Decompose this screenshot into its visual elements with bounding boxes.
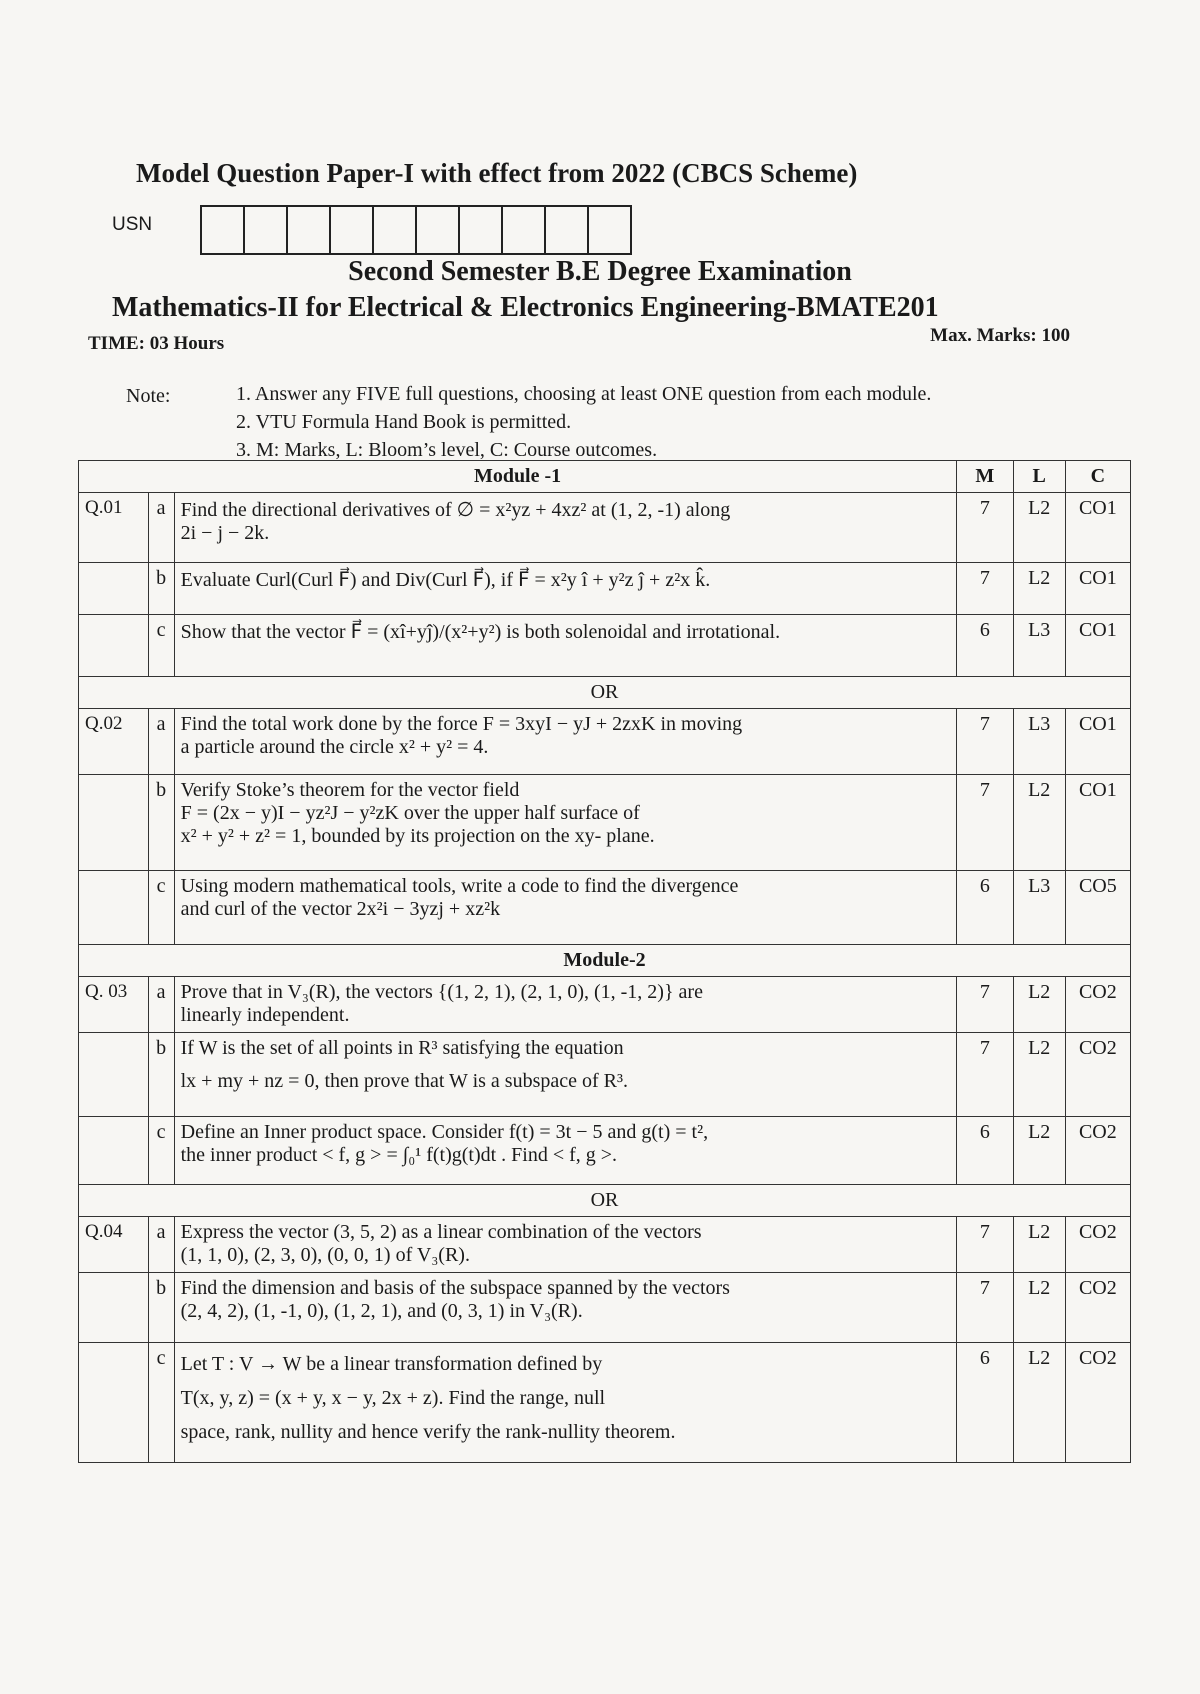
marks-cell: 6 [957, 871, 1014, 945]
level-cell: L3 [1013, 615, 1065, 677]
marks-cell: 7 [957, 1273, 1014, 1343]
outcome-cell: CO5 [1065, 871, 1130, 945]
level-cell: L2 [1013, 563, 1065, 615]
question-text: Express the vector (3, 5, 2) as a linear combination of the vectors (1, 1, 0), (2, 3, 0), (0, 0, 1) of V₃(R). [174, 1217, 956, 1273]
col-marks-header: M [957, 461, 1014, 493]
question-text: Define an Inner product space. Consider f(t) = 3t − 5 and g(t) = t², the inner product < f, g > = ∫₀¹ f(t)g(t)dt . Find < f, g >. [174, 1117, 956, 1185]
usn-boxes [200, 205, 632, 255]
marks-cell: 7 [957, 775, 1014, 871]
col-outcome-header: C [1065, 461, 1130, 493]
level-cell: L2 [1013, 977, 1065, 1033]
sub-question-label: a [148, 493, 174, 563]
question-text: If W is the set of all points in R³ satisfying the equation lx + my + nz = 0, then prove that W is a subspace of R³. [174, 1033, 956, 1117]
outcome-cell: CO2 [1065, 1273, 1130, 1343]
question-number: Q.04 [79, 1217, 149, 1273]
note-label: Note: [126, 385, 171, 407]
sub-question-label: a [148, 977, 174, 1033]
table-row [79, 493, 1131, 563]
level-cell: L3 [1013, 709, 1065, 775]
sub-question-label: b [148, 1273, 174, 1343]
sub-question-label: c [148, 1343, 174, 1463]
question-text: Verify Stoke’s theorem for the vector field F = (2x − y)I − yz²J − y²zK over the upper half surface of x² + y² + z² = 1, bounded by its projection on the xy- plane. [174, 775, 956, 871]
level-cell: L3 [1013, 871, 1065, 945]
question-text: Show that the vector F⃗ = (xî+yĵ)/(x²+y²) is both solenoidal and irrotational. [174, 615, 956, 677]
outcome-cell: CO2 [1065, 1117, 1130, 1185]
or-label: OR [79, 677, 1131, 709]
outcome-cell: CO2 [1065, 1343, 1130, 1463]
question-table [78, 460, 1131, 1463]
question-number: Q. 03 [79, 977, 149, 1033]
marks-cell: 7 [957, 1217, 1014, 1273]
question-number: Q.02 [79, 709, 149, 775]
outcome-cell: CO1 [1065, 493, 1130, 563]
question-text: Let T : V → W be a linear transformation defined by T(x, y, z) = (x + y, x − y, 2x + z). Find the range, null space, rank, nullity and hence verify the rank-nullity theorem. [174, 1343, 956, 1463]
marks-cell: 7 [957, 493, 1014, 563]
table-row [79, 615, 1131, 677]
exam-title: Second Semester B.E Degree Examination [348, 256, 852, 287]
level-cell: L2 [1013, 1273, 1065, 1343]
outcome-cell: CO1 [1065, 775, 1130, 871]
level-cell: L2 [1013, 493, 1065, 563]
outcome-cell: CO2 [1065, 977, 1130, 1033]
level-cell: L2 [1013, 1217, 1065, 1273]
question-text: Find the dimension and basis of the subspace spanned by the vectors (2, 4, 2), (1, -1, 0), (1, 2, 1), and (0, 3, 1) in V₃(R). [174, 1273, 956, 1343]
usn-label: USN [112, 214, 153, 235]
marks-cell: 7 [957, 709, 1014, 775]
table-row [79, 1117, 1131, 1185]
question-text: Find the total work done by the force F = 3xyI − yJ + 2zxK in moving a particle around the circle x² + y² = 4. [174, 709, 956, 775]
subject-title: Mathematics-II for Electrical & Electronics Engineering-BMATE201 [112, 292, 939, 323]
module-1-title: Module -1 [79, 461, 957, 493]
or-row [79, 677, 1131, 709]
table-row [79, 1033, 1131, 1117]
table-row [79, 1273, 1131, 1343]
sub-question-label: c [148, 615, 174, 677]
sub-question-label: a [148, 709, 174, 775]
col-level-header: L [1013, 461, 1065, 493]
outcome-cell: CO2 [1065, 1217, 1130, 1273]
marks-cell: 7 [957, 563, 1014, 615]
level-cell: L2 [1013, 1117, 1065, 1185]
sub-question-label: c [148, 1117, 174, 1185]
marks-cell: 6 [957, 615, 1014, 677]
sub-question-label: c [148, 871, 174, 945]
table-row [79, 1217, 1131, 1273]
table-row [79, 871, 1131, 945]
level-cell: L2 [1013, 1033, 1065, 1117]
level-cell: L2 [1013, 1343, 1065, 1463]
question-text: Using modern mathematical tools, write a code to find the divergence and curl of the vector 2x²i − 3yzj + xz²k [174, 871, 956, 945]
level-cell: L2 [1013, 775, 1065, 871]
note-item: 3. M: Marks, L: Bloom’s level, C: Course outcomes. [236, 439, 658, 461]
marks-cell: 6 [957, 1117, 1014, 1185]
sub-question-label: b [148, 563, 174, 615]
table-row [79, 775, 1131, 871]
outcome-cell: CO2 [1065, 1033, 1130, 1117]
marks-cell: 6 [957, 1343, 1014, 1463]
paper-title: Model Question Paper-I with effect from 2022 (CBCS Scheme) [136, 158, 858, 188]
module-1-header-row [79, 461, 1131, 493]
question-number: Q.01 [79, 493, 149, 563]
marks-cell: 7 [957, 1033, 1014, 1117]
notes-list [236, 380, 931, 464]
sub-question-label: b [148, 1033, 174, 1117]
outcome-cell: CO1 [1065, 563, 1130, 615]
table-row [79, 977, 1131, 1033]
table-row [79, 709, 1131, 775]
sub-question-label: b [148, 775, 174, 871]
module-2-header-row [79, 945, 1131, 977]
or-row [79, 1185, 1131, 1217]
sub-question-label: a [148, 1217, 174, 1273]
exam-time: TIME: 03 Hours [88, 333, 225, 354]
table-row [79, 563, 1131, 615]
question-text: Evaluate Curl(Curl F⃗) and Div(Curl F⃗), if F⃗ = x²y î + y²z ĵ + z²x k̂. [174, 563, 956, 615]
module-2-title: Module-2 [79, 945, 1131, 977]
table-row [79, 1343, 1131, 1463]
question-text: Find the directional derivatives of ∅ = x²yz + 4xz² at (1, 2, -1) along 2i − j − 2k. [174, 493, 956, 563]
marks-cell: 7 [957, 977, 1014, 1033]
outcome-cell: CO1 [1065, 615, 1130, 677]
note-item: 1. Answer any FIVE full questions, choosing at least ONE question from each module. [236, 383, 932, 405]
max-marks: Max. Marks: 100 [930, 325, 1070, 346]
note-item: 2. VTU Formula Hand Book is permitted. [236, 411, 572, 433]
or-label: OR [79, 1185, 1131, 1217]
outcome-cell: CO1 [1065, 709, 1130, 775]
question-text: Prove that in V₃(R), the vectors {(1, 2, 1), (2, 1, 0), (1, -1, 2)} are linearly independent. [174, 977, 956, 1033]
